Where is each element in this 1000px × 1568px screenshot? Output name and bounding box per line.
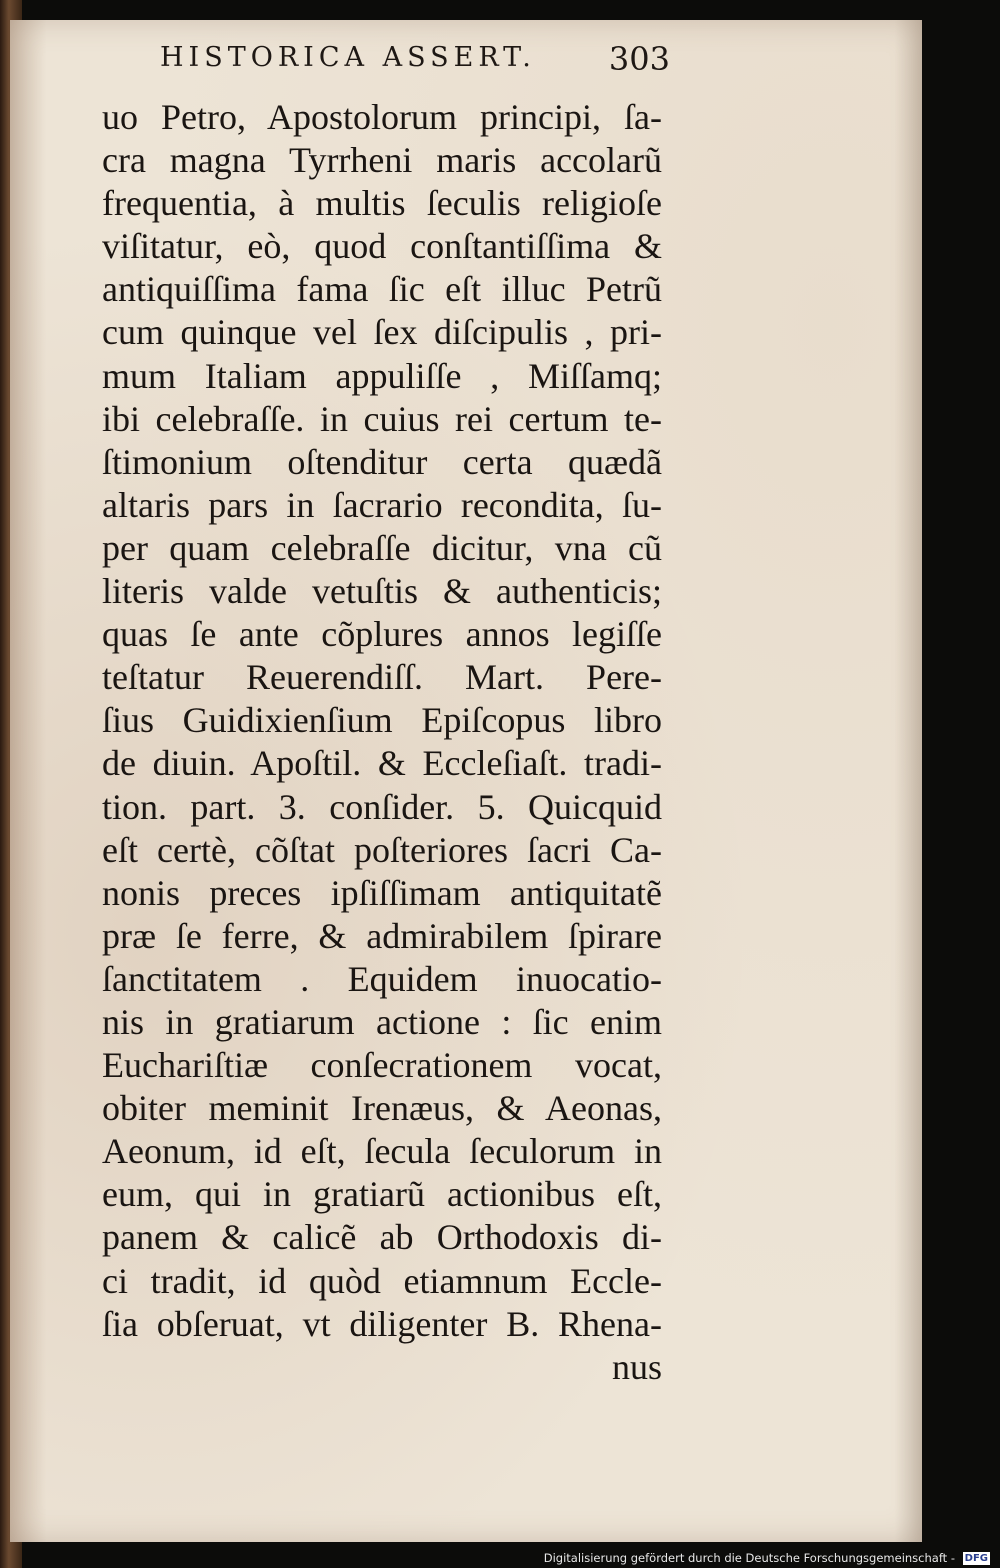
running-title: HISTORICA ASSERT.: [160, 42, 536, 73]
credit-text: Digitalisierung gefördert durch die Deutsche Forschungsgemeinschaft -: [543, 1551, 955, 1565]
text-line: antiquiſſima fama ſic eſt illuc Petrũ: [102, 269, 662, 310]
text-line: ſius Guidixienſium Epiſcopus libro: [102, 700, 662, 741]
text-line: per quam celebraſſe dicitur, vna cũ: [102, 527, 662, 568]
text-line: nis in gratiarum actione : ſic enim: [102, 1001, 662, 1042]
catchword: nus: [611, 1346, 662, 1387]
text-line: cra magna Tyrrheni maris accolarũ: [102, 140, 662, 181]
text-line: mum Italiam appuliſſe , Miſſamq;: [102, 355, 662, 396]
text-line: cum quinque vel ſex diſcipulis , pri-: [102, 312, 662, 353]
body-text: [102, 96, 662, 1389]
page-number: 303: [608, 40, 670, 78]
dfg-logo: DFG: [964, 1553, 988, 1564]
text-line: panem & calicẽ ab Orthodoxis di-: [102, 1217, 662, 1258]
text-line: Euchariſtiæ conſecrationem vocat,: [102, 1045, 662, 1086]
text-line: tion. part. 3. conſider. 5. Quicquid: [102, 786, 662, 827]
digitization-credit: [0, 1548, 990, 1568]
text-line: viſitatur, eò, quod conſtantiſſima &: [102, 226, 662, 267]
text-line: Aeonum, id eſt, ſecula ſeculorum in: [102, 1131, 662, 1172]
text-line: de diuin. Apoſtil. & Eccleſiaſt. tradi-: [102, 743, 662, 784]
text-line: ſia obſeruat, vt diligenter B. Rhena-: [102, 1303, 662, 1344]
text-line: literis valde vetuſtis & authenticis;: [102, 571, 662, 612]
text-line: ci tradit, id quòd etiamnum Eccle-: [102, 1260, 662, 1301]
text-line: eſt certè, cõſtat poſteriores ſacri Ca-: [102, 829, 662, 870]
text-line: ſtimonium oſtenditur certa quædã: [102, 441, 662, 482]
text-line: præ ſe ferre, & admirabilem ſpirare: [102, 915, 662, 956]
text-line: ſanctitatem . Equidem inuocatio-: [102, 958, 662, 999]
text-line: eum, qui in gratiarũ actionibus eſt,: [102, 1174, 662, 1215]
text-line: uo Petro, Apostolorum principi, ſa-: [102, 97, 662, 137]
text-line: frequentia, à multis ſeculis religioſe: [102, 183, 662, 224]
text-line: teſtatur Reuerendiſſ. Mart. Pere-: [102, 657, 662, 698]
text-line: quas ſe ante cõplures annos legiſſe: [102, 614, 662, 655]
page-header: [160, 42, 670, 86]
text-line: obiter meminit Irenæus, & Aeonas,: [102, 1088, 662, 1129]
text-line: nonis preces ipſiſſimam antiquitatẽ: [102, 872, 662, 913]
text-line: altaris pars in ſacrario recondita, ſu-: [102, 484, 662, 525]
text-line: ibi celebraſſe. in cuius rei certum te-: [102, 398, 662, 439]
